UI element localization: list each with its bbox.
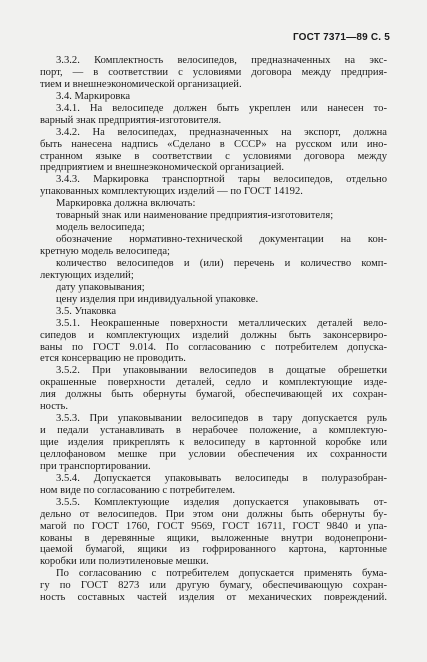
text-line: гу по ГОСТ 8273 или другую бумагу, обеспечивающую сохран- [40, 580, 387, 592]
text-line: упакованных комплектующих изделий — по ГОСТ 14192. [40, 186, 303, 198]
text-line: ность. [40, 401, 69, 413]
text-line: быть нанесена надпись «Сделано в СССР» на русском или ино- [40, 138, 387, 150]
text-line: модель велосипеда; [56, 222, 145, 234]
text-line: целлофановом мешке при условии обеспечения их сохранности [40, 448, 387, 460]
text-line: 3.5. Упаковка [56, 305, 117, 317]
text-line: варный знак предприятия-изготовителя. [40, 114, 222, 126]
text-line: щие изделия прикреплять к велосипеду в картонной коробке или [40, 437, 387, 448]
text-line: обозначение нормативно-технической документации на кон- [56, 234, 387, 246]
text-line: 3.5.1. Неокрашенные поверхности металлических деталей вело- [56, 317, 387, 329]
text-line: 3.4.2. На велосипедах, предназначенных на экспорт, должна [56, 126, 387, 138]
document-body [40, 55, 387, 604]
text-line: кретную модель велосипеда; [40, 246, 170, 257]
text-line: цену изделия при индивидуальной упаковке. [56, 293, 259, 305]
text-line: лия должны быть обернуты бумагой, обеспечивающей их сохран- [40, 389, 387, 401]
page-header: ГОСТ 7371—89 С. 5 [292, 32, 390, 43]
text-line: лектующих изделий; [40, 269, 134, 281]
text-line: дельно от велосипедов. При этом они должны быть обернуты бу- [40, 508, 387, 520]
text-line: ном виде по согласованию с потребителем. [40, 484, 236, 496]
text-line: тием и внешнеэкономической организацией. [40, 78, 242, 90]
text-line: 3.5.5. Комплектующие изделия допускается упаковывать от- [56, 496, 387, 508]
text-line: По согласованию с потребителем допускается применять бума- [56, 568, 387, 580]
text-line: сипедов и комплектующих изделий должны быть законсервиро- [40, 329, 387, 341]
text-line: ваны по ГОСТ 9.014. По согласованию с потребителем допуска- [40, 341, 387, 353]
text-line: порт, — в соответствии с условиями договора между предприя- [40, 66, 387, 78]
text-line: товарный знак или наименование предприятия-изготовителя; [56, 210, 334, 222]
text-line: коробки или полиэтиленовые мешки. [40, 556, 209, 568]
text-line: Маркировка должна включать: [56, 198, 196, 210]
text-line: 3.5.2. При упаковывании велосипедов в дощатые обрешетки [56, 365, 387, 377]
text-line: дату упаковывания; [56, 281, 145, 293]
text-line: 3.5.4. Допускается упаковывать велосипеды в полуразобран- [56, 472, 387, 484]
text-line: ность составных частей изделия от механических повреждений. [40, 592, 387, 604]
text-line: 3.4. Маркировка [56, 90, 131, 102]
text-line: окрашенные поверхности деталей, седло и комплектующие изде- [40, 377, 387, 389]
text-line: 3.4.1. На велосипеде должен быть укреплен или нанесен то- [56, 102, 387, 114]
text-line: и педали устанавливать в нерабочее положение, а комплектую- [40, 425, 387, 437]
text-line: при транспортировании. [40, 460, 151, 472]
text-line: магой по ГОСТ 1760, ГОСТ 9569, ГОСТ 16711, ГОСТ 9840 и упа- [40, 520, 387, 532]
text-line: 3.4.3. Маркировка транспортной тары велосипедов, отдельно [56, 174, 387, 186]
text-line: кованы в деревянные ящики, выложенные внутри водонепрони- [40, 532, 387, 544]
text-line: цаемой бумагой, ящики из гофрированного картона, картонные [40, 544, 387, 556]
text-line: количество велосипедов и (или) перечень и количество комп- [56, 257, 387, 269]
text-line: 3.5.3. При упаковывании велосипедов в тару допускается руль [56, 413, 387, 425]
text-line: 3.3.2. Комплектность велосипедов, предназначенных на экс- [56, 55, 387, 66]
text-line: странном языке в соответствии с условиями договора между [40, 150, 387, 162]
text-line: ется консервацию не проводить. [40, 353, 186, 365]
text-line: предприятием и внешнеэкономической организацией. [40, 162, 285, 174]
